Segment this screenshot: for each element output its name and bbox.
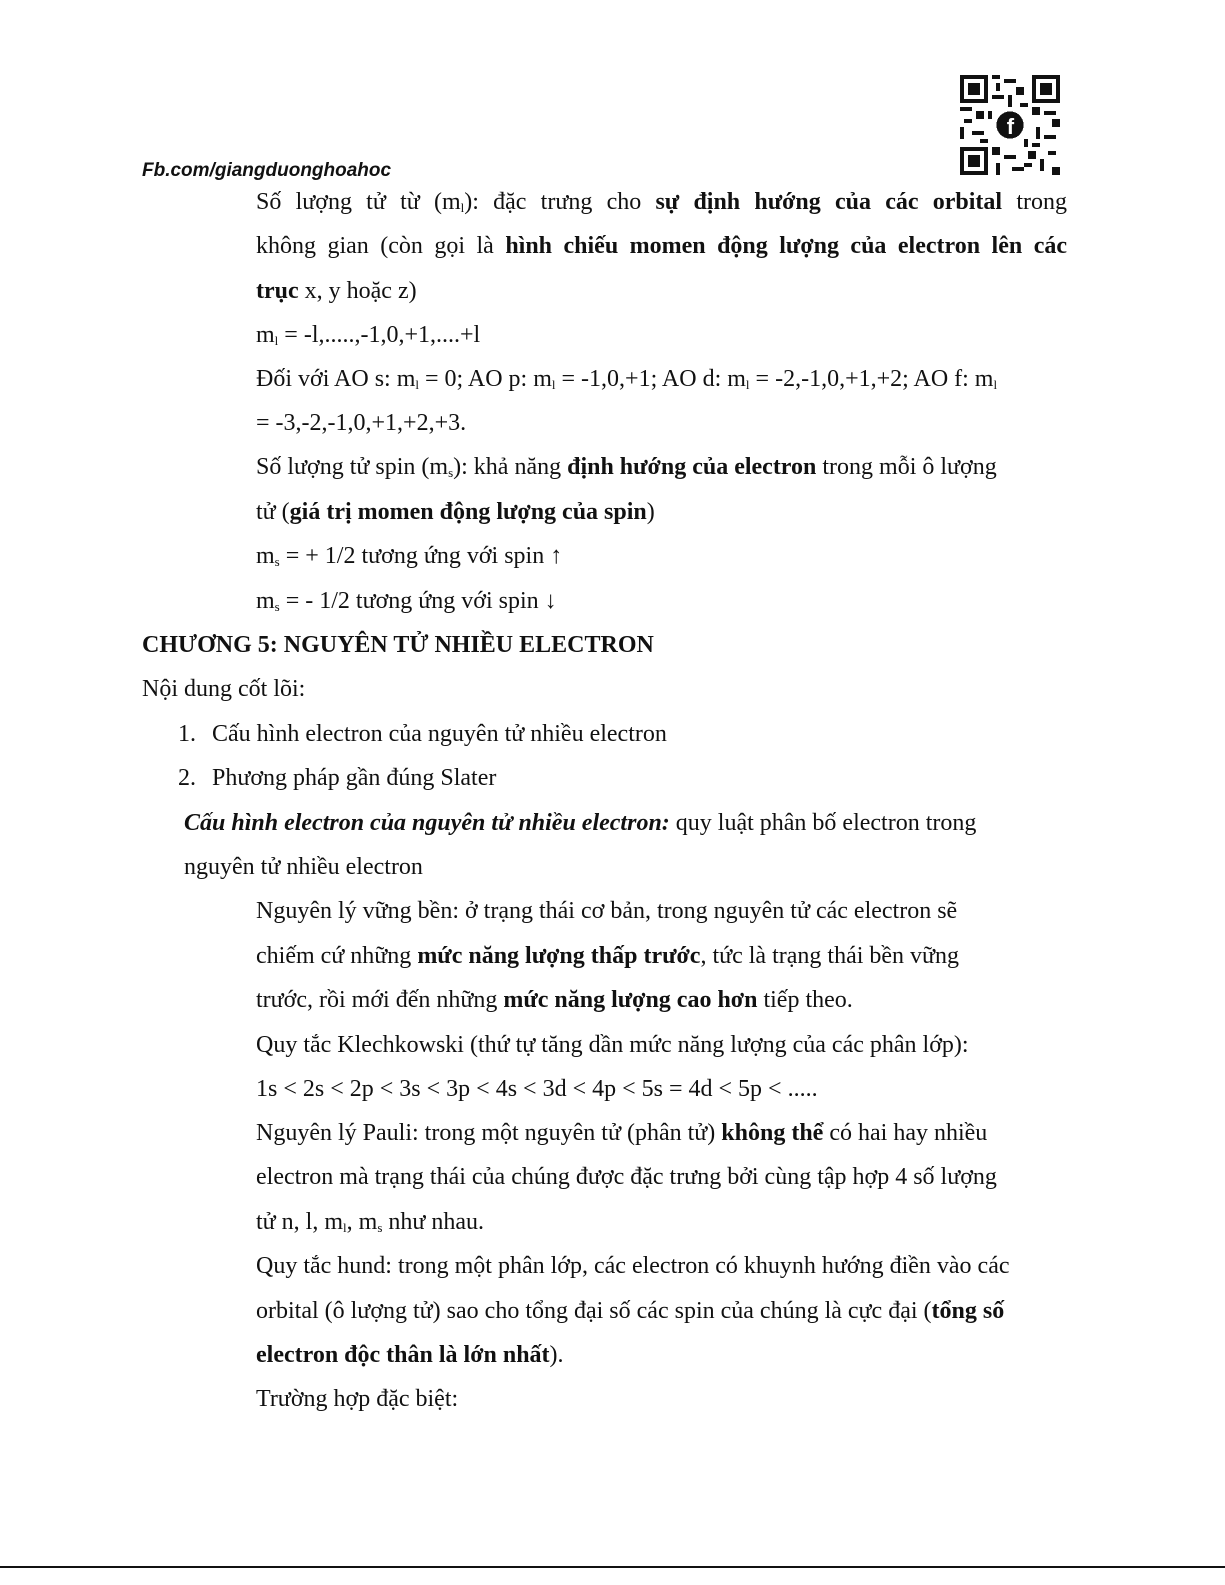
qr-code bbox=[960, 75, 1060, 175]
ms-spin-down: $m_s$ = - 1/2 tương ứng với spin ↓ bbox=[256, 588, 557, 614]
core-content-label: Nội dung cốt lõi: bbox=[142, 676, 306, 702]
ao-values-line-2: = -3,-2,-1,0,+1,+2,+3. bbox=[256, 410, 467, 436]
config-definition-line-1: Cấu hình electron của nguyên tử nhiều electron: quy luật phân bố electron trong bbox=[184, 810, 977, 836]
pauli-line-1: Nguyên lý Pauli: trong một nguyên tử (phân tử) không thể có hai hay nhiều bbox=[256, 1120, 988, 1146]
ml-definition-line-1: Số lượng tử từ $(m_l)$: đặc trưng cho sự định hướng của các orbital trong bbox=[256, 189, 1067, 215]
klechkowski-line-1: Quy tắc Klechkowski (thứ tự tăng dần mức năng lượng của các phân lớp): bbox=[256, 1032, 969, 1058]
pauli-line-3: tử n, l, $m_l$, $m_s$ như nhau. bbox=[256, 1209, 485, 1235]
ms-definition-line-2: tử (giá trị momen động lượng của spin) bbox=[256, 499, 655, 525]
ml-definition-line-3: trục x, y hoặc z) bbox=[256, 278, 417, 304]
hund-line-2: orbital (ô lượng tử) sao cho tổng đại số các spin của chúng là cực đại (tổng số bbox=[256, 1298, 1005, 1324]
klechkowski-order: 1s < 2s < 2p < 3s < 3p < 4s < 3d < 4p < 5s = 4d < 5p < ..... bbox=[256, 1076, 818, 1102]
chapter-title: CHƯƠNG 5: NGUYÊN TỬ NHIỀU ELECTRON bbox=[142, 632, 654, 658]
ml-range: $m_l = -l,.....,-1,0,+1,....+l$ bbox=[256, 322, 481, 348]
hund-line-1: Quy tắc hund: trong một phân lớp, các electron có khuynh hướng điền vào các bbox=[256, 1253, 1010, 1279]
stability-line-1: Nguyên lý vững bền: ở trạng thái cơ bản, trong nguyên tử các electron sẽ bbox=[256, 898, 958, 924]
page-bottom-rule bbox=[0, 1566, 1225, 1568]
svg-text:f: f bbox=[1006, 114, 1015, 140]
hund-line-3: electron độc thân là lớn nhất). bbox=[256, 1342, 564, 1368]
special-cases-label: Trường hợp đặc biệt: bbox=[256, 1386, 459, 1412]
list-item: 2. Phương pháp gần đúng Slater bbox=[178, 765, 497, 791]
pauli-line-2: electron mà trạng thái của chúng được đặc trưng bởi cùng tập hợp 4 số lượng bbox=[256, 1164, 997, 1190]
stability-line-3: trước, rồi mới đến những mức năng lượng cao hơn tiếp theo. bbox=[256, 987, 853, 1013]
stability-line-2: chiếm cứ những mức năng lượng thấp trước, tức là trạng thái bền vững bbox=[256, 943, 960, 969]
ms-spin-up: $m_s$ = + 1/2 tương ứng với spin ↑ bbox=[256, 543, 563, 569]
ao-values-line-1: Đối với AO s: $m_l = 0$; AO p: $m_l = -1,0,+1$; AO d: $m_l = -2,-1,0,+1,+2$; AO f: $m_l$ bbox=[256, 366, 998, 392]
ms-definition-line-1: Số lượng tử spin $(m_s)$: khả năng định hướng của electron trong mỗi ô lượng bbox=[256, 454, 997, 480]
list-item: 1. Cấu hình electron của nguyên tử nhiều electron bbox=[178, 721, 667, 747]
ml-definition-line-2: không gian (còn gọi là hình chiếu momen động lượng của electron lên các bbox=[256, 233, 1068, 259]
config-definition-line-2: nguyên tử nhiều electron bbox=[184, 854, 423, 880]
facebook-link[interactable]: Fb.com/giangduonghoahoc bbox=[142, 160, 392, 181]
